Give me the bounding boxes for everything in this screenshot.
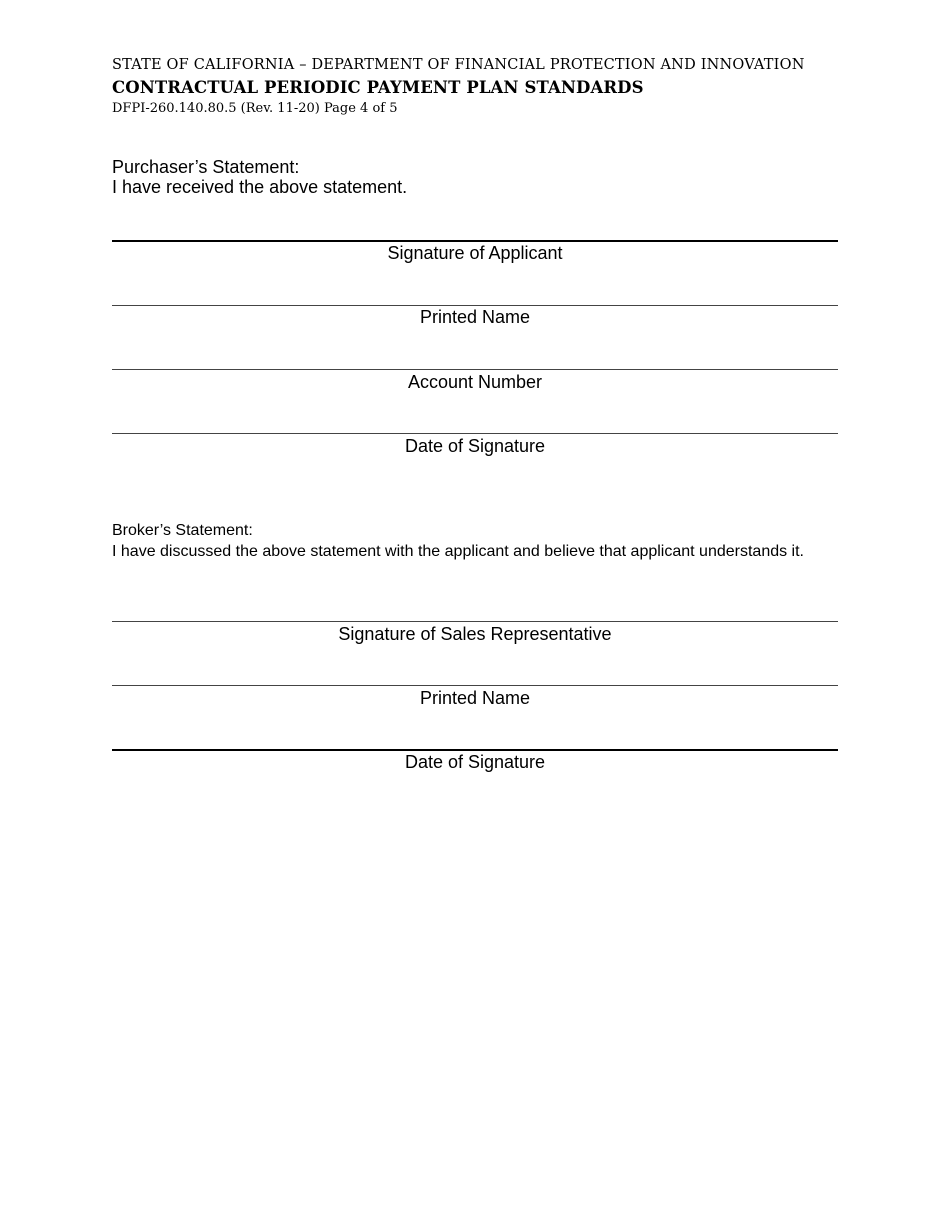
sales-rep-signature-label: Signature of Sales Representative [338,624,612,644]
purchaser-statement-text: I have received the above statement. [112,177,408,197]
applicant-date-label: Date of Signature [404,436,546,456]
broker-statement-heading: Broker’s Statement: [112,522,253,539]
broker-statement-text: I have discussed the above statement with the applicant and believe that applicant understands it. [112,543,804,560]
sales-rep-signature-line[interactable] [112,621,838,622]
purchaser-statement-heading: Purchaser’s Statement: [112,157,300,177]
applicant-printed-name-label: Printed Name [419,307,531,327]
sales-rep-date-label: Date of Signature [404,752,546,772]
sales-rep-printed-name-line[interactable] [112,685,838,686]
agency-name: STATE OF CALIFORNIA – DEPARTMENT OF FINANCIAL PROTECTION AND INNOVATION [112,57,805,73]
applicant-date-line[interactable] [112,433,838,434]
form-number: DFPI-260.140.80.5 (Rev. 11-20) Page 4 of 5 [112,101,398,116]
applicant-signature-line[interactable] [112,240,838,242]
applicant-signature-label: Signature of Applicant [387,243,563,263]
account-number-line[interactable] [112,369,838,370]
applicant-printed-name-line[interactable] [112,305,838,306]
account-number-label: Account Number [407,372,543,392]
sales-rep-date-line[interactable] [112,749,838,751]
sales-rep-printed-name-label: Printed Name [419,688,531,708]
form-title: CONTRACTUAL PERIODIC PAYMENT PLAN STANDARDS [112,78,644,97]
